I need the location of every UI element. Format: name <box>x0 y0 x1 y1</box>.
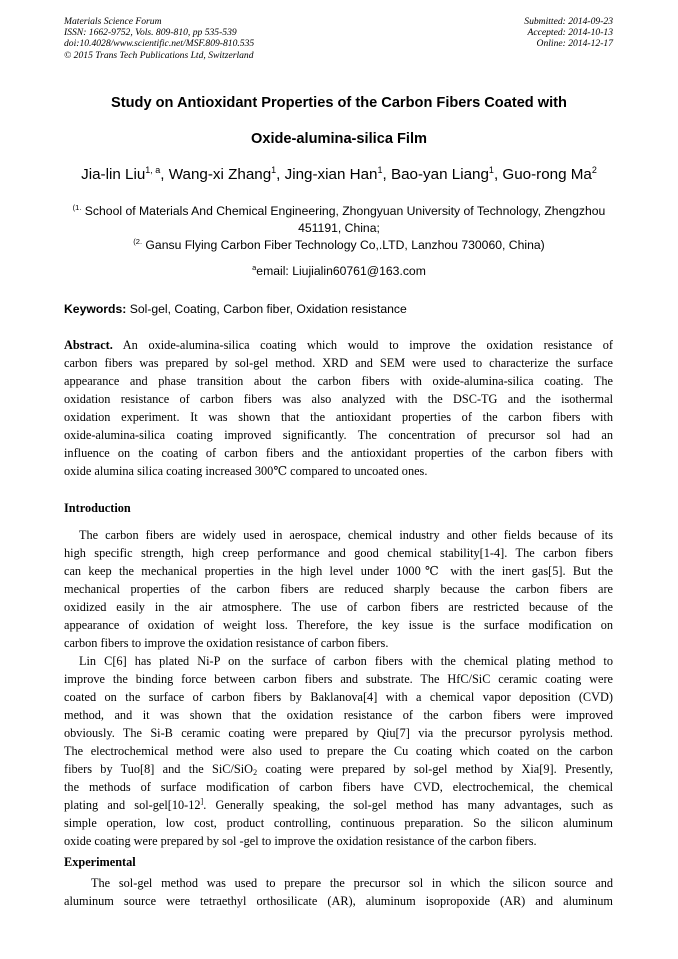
intro-text: coating were prepared by sol-gel method by Xia[9]. Presently, <box>257 762 613 776</box>
email-text: email: Liujialin60761@163.com <box>256 264 426 278</box>
abstract-line: oxide alumina silica coating increased 300℃ compared to uncoated ones. <box>64 464 428 478</box>
author-affil-mark: 1 <box>377 165 383 175</box>
author-separator: , <box>160 166 169 183</box>
author-list <box>40 165 638 185</box>
paper-title <box>50 85 628 157</box>
author-email <box>64 263 614 280</box>
abstract-line: carbon fibers was prepared by sol-gel method. XRD and SEM were used to characterize the surface <box>64 356 613 370</box>
experimental-line: aluminum source were tetraethyl orthosilicate (AR), aluminum isopropoxide (AR) and aluminum <box>64 894 613 908</box>
journal-name: Materials Science Forum <box>64 16 162 27</box>
author-separator: , <box>276 166 285 183</box>
experimental-line: The sol-gel method was used to prepare the precursor sol in which the silicon source and <box>91 876 613 890</box>
author-name: Guo-rong Ma <box>502 166 592 183</box>
intro-text: plating and sol-gel[10-12 <box>64 798 201 812</box>
accepted-date: Accepted: 2014-10-13 <box>527 27 613 39</box>
abstract-line: oxidation experiment. It was shown that the antioxidant properties of the carbon fibers with <box>64 410 613 424</box>
intro-line: can keep the mechanical properties in the high level under 1000℃ with the inert gas[5]. But the <box>64 564 613 578</box>
keywords-text: Sol-gel, Coating, Carbon fiber, Oxidation resistance <box>126 302 407 316</box>
section-heading-experimental: Experimental <box>64 855 136 869</box>
intro-line: obviously. The Si-B ceramic coating were prepared by Qiu[7] via the precursor pyrolysis method. <box>64 726 613 740</box>
intro-line: improve the binding force between carbon fibers and substrate. The HfC/SiC ceramic coating were <box>64 672 613 686</box>
author-name: Wang-xi Zhang <box>168 166 272 183</box>
author-affil-mark: 2 <box>591 165 597 175</box>
affiliation-1-cont: 451191, China; <box>298 221 380 235</box>
affiliation-text: Gansu Flying Carbon Fiber Technology Co,.LTD, Lanzhou 730060, China) <box>142 238 545 252</box>
submitted-date: Submitted: 2014-09-23 <box>524 16 613 27</box>
intro-line: mechanical properties of the carbon fibers are reduced sharply because the carbon fibers are <box>64 582 613 596</box>
journal-doi: doi:10.4028/www.scientific.net/MSF.809-810.535 <box>64 38 255 50</box>
abstract-line: oxide-alumina-silica coating improved significantly. The concentration of precursor sol had an <box>64 428 613 442</box>
author-affil-mark: 1 <box>271 165 277 175</box>
journal-info <box>64 16 254 61</box>
intro-text: . Generally speaking, the sol-gel method has many advantages, such as <box>203 798 613 812</box>
abstract-text: An oxide-alumina-silica coating which would to improve the oxidation resistance of <box>112 338 613 352</box>
journal-copyright: © 2015 Trans Tech Publications Ltd, Switzerland <box>64 49 254 61</box>
author-name: Bao-yan Liang <box>390 166 489 183</box>
intro-line: The carbon fibers are widely used in aerospace, chemical industry and other fields because of its <box>79 528 613 542</box>
intro-line <box>64 796 613 814</box>
email-mark: a <box>252 263 257 272</box>
affiliation-2 <box>64 237 614 254</box>
abstract-line <box>64 336 613 354</box>
abstract-label: Abstract. <box>64 338 113 352</box>
superscript: ] <box>200 797 204 806</box>
intro-line: carbon fibers to improve the oxidation resistance of carbon fibers. <box>64 636 389 650</box>
author-affil-mark: 1 <box>488 165 494 175</box>
abstract-line: influence on the coating of carbon fibers and the antioxidant properties of the carbon fibers with <box>64 446 613 460</box>
abstract-line: appearance and phase transition about the carbon fibers with oxide-alumina-silica coating. The <box>64 374 613 388</box>
keywords <box>64 301 614 317</box>
paper-title-line2: Oxide-alumina-silica Film <box>251 131 427 147</box>
affiliation-text: School of Materials And Chemical Engineering, Zhongyuan University of Technology, Zhengzhou <box>81 204 606 218</box>
paper-title-line1: Study on Antioxidant Properties of the Carbon Fibers Coated with <box>111 95 567 111</box>
affiliation-mark: (1. <box>72 203 82 212</box>
subscript: 2 <box>253 768 258 777</box>
author-separator: , <box>382 166 391 183</box>
intro-line: appearance of oxidation of weight loss. Therefore, the key issue is the surface modification on <box>64 618 613 632</box>
author-affil-mark: 1, a <box>145 165 161 175</box>
intro-line: coated on the surface of carbon fibers by Baklanova[4] with a chemical vapor deposition (CVD) <box>64 690 613 704</box>
journal-issn: ISSN: 1662-9752, Vols. 809-810, pp 535-539 <box>64 27 237 39</box>
intro-line: high specific strength, high creep performance and good chemical stability[1-4]. The carbon fibers <box>64 546 613 560</box>
intro-line: Lin C[6] has plated Ni-P on the surface of carbon fibers with the chemical plating method to <box>79 654 613 668</box>
keywords-label: Keywords: <box>64 302 127 316</box>
intro-line: oxide coating were prepared by sol -gel to improve the oxidation resistance of the carbon fibers. <box>64 834 537 848</box>
intro-line: method, and it was shown that the oxidation resistance of the carbon fibers were improved <box>64 708 613 722</box>
author-name: Jing-xian Han <box>284 166 378 183</box>
intro-text: fibers by Tuo[8] and the SiC/SiO <box>64 762 254 776</box>
intro-line: simple operation, low cost, product controlling, continuous preparation. So the silicon aluminum <box>64 816 613 830</box>
intro-line: oxidized easily in the air atmosphere. The use of carbon fibers are restricted because of the <box>64 600 613 614</box>
intro-line: The electrochemical method were also used to prepare the Cu coating which coated on the carbon <box>64 744 613 758</box>
abstract-line: oxidation resistance of carbon fibers was also analyzed with the DSC-TG and the isothermal <box>64 392 613 406</box>
affiliation-1 <box>64 203 614 220</box>
intro-line <box>64 760 613 778</box>
author-name: Jia-lin Liu <box>81 166 146 183</box>
publication-dates <box>524 16 613 50</box>
author-separator: , <box>493 166 503 183</box>
affiliation-mark: (2. <box>133 237 143 246</box>
intro-line: the methods of surface modification of carbon fibers have CVD, electrochemical, the chemical <box>64 780 613 794</box>
online-date: Online: 2014-12-17 <box>536 38 613 50</box>
section-heading-introduction: Introduction <box>64 501 131 515</box>
